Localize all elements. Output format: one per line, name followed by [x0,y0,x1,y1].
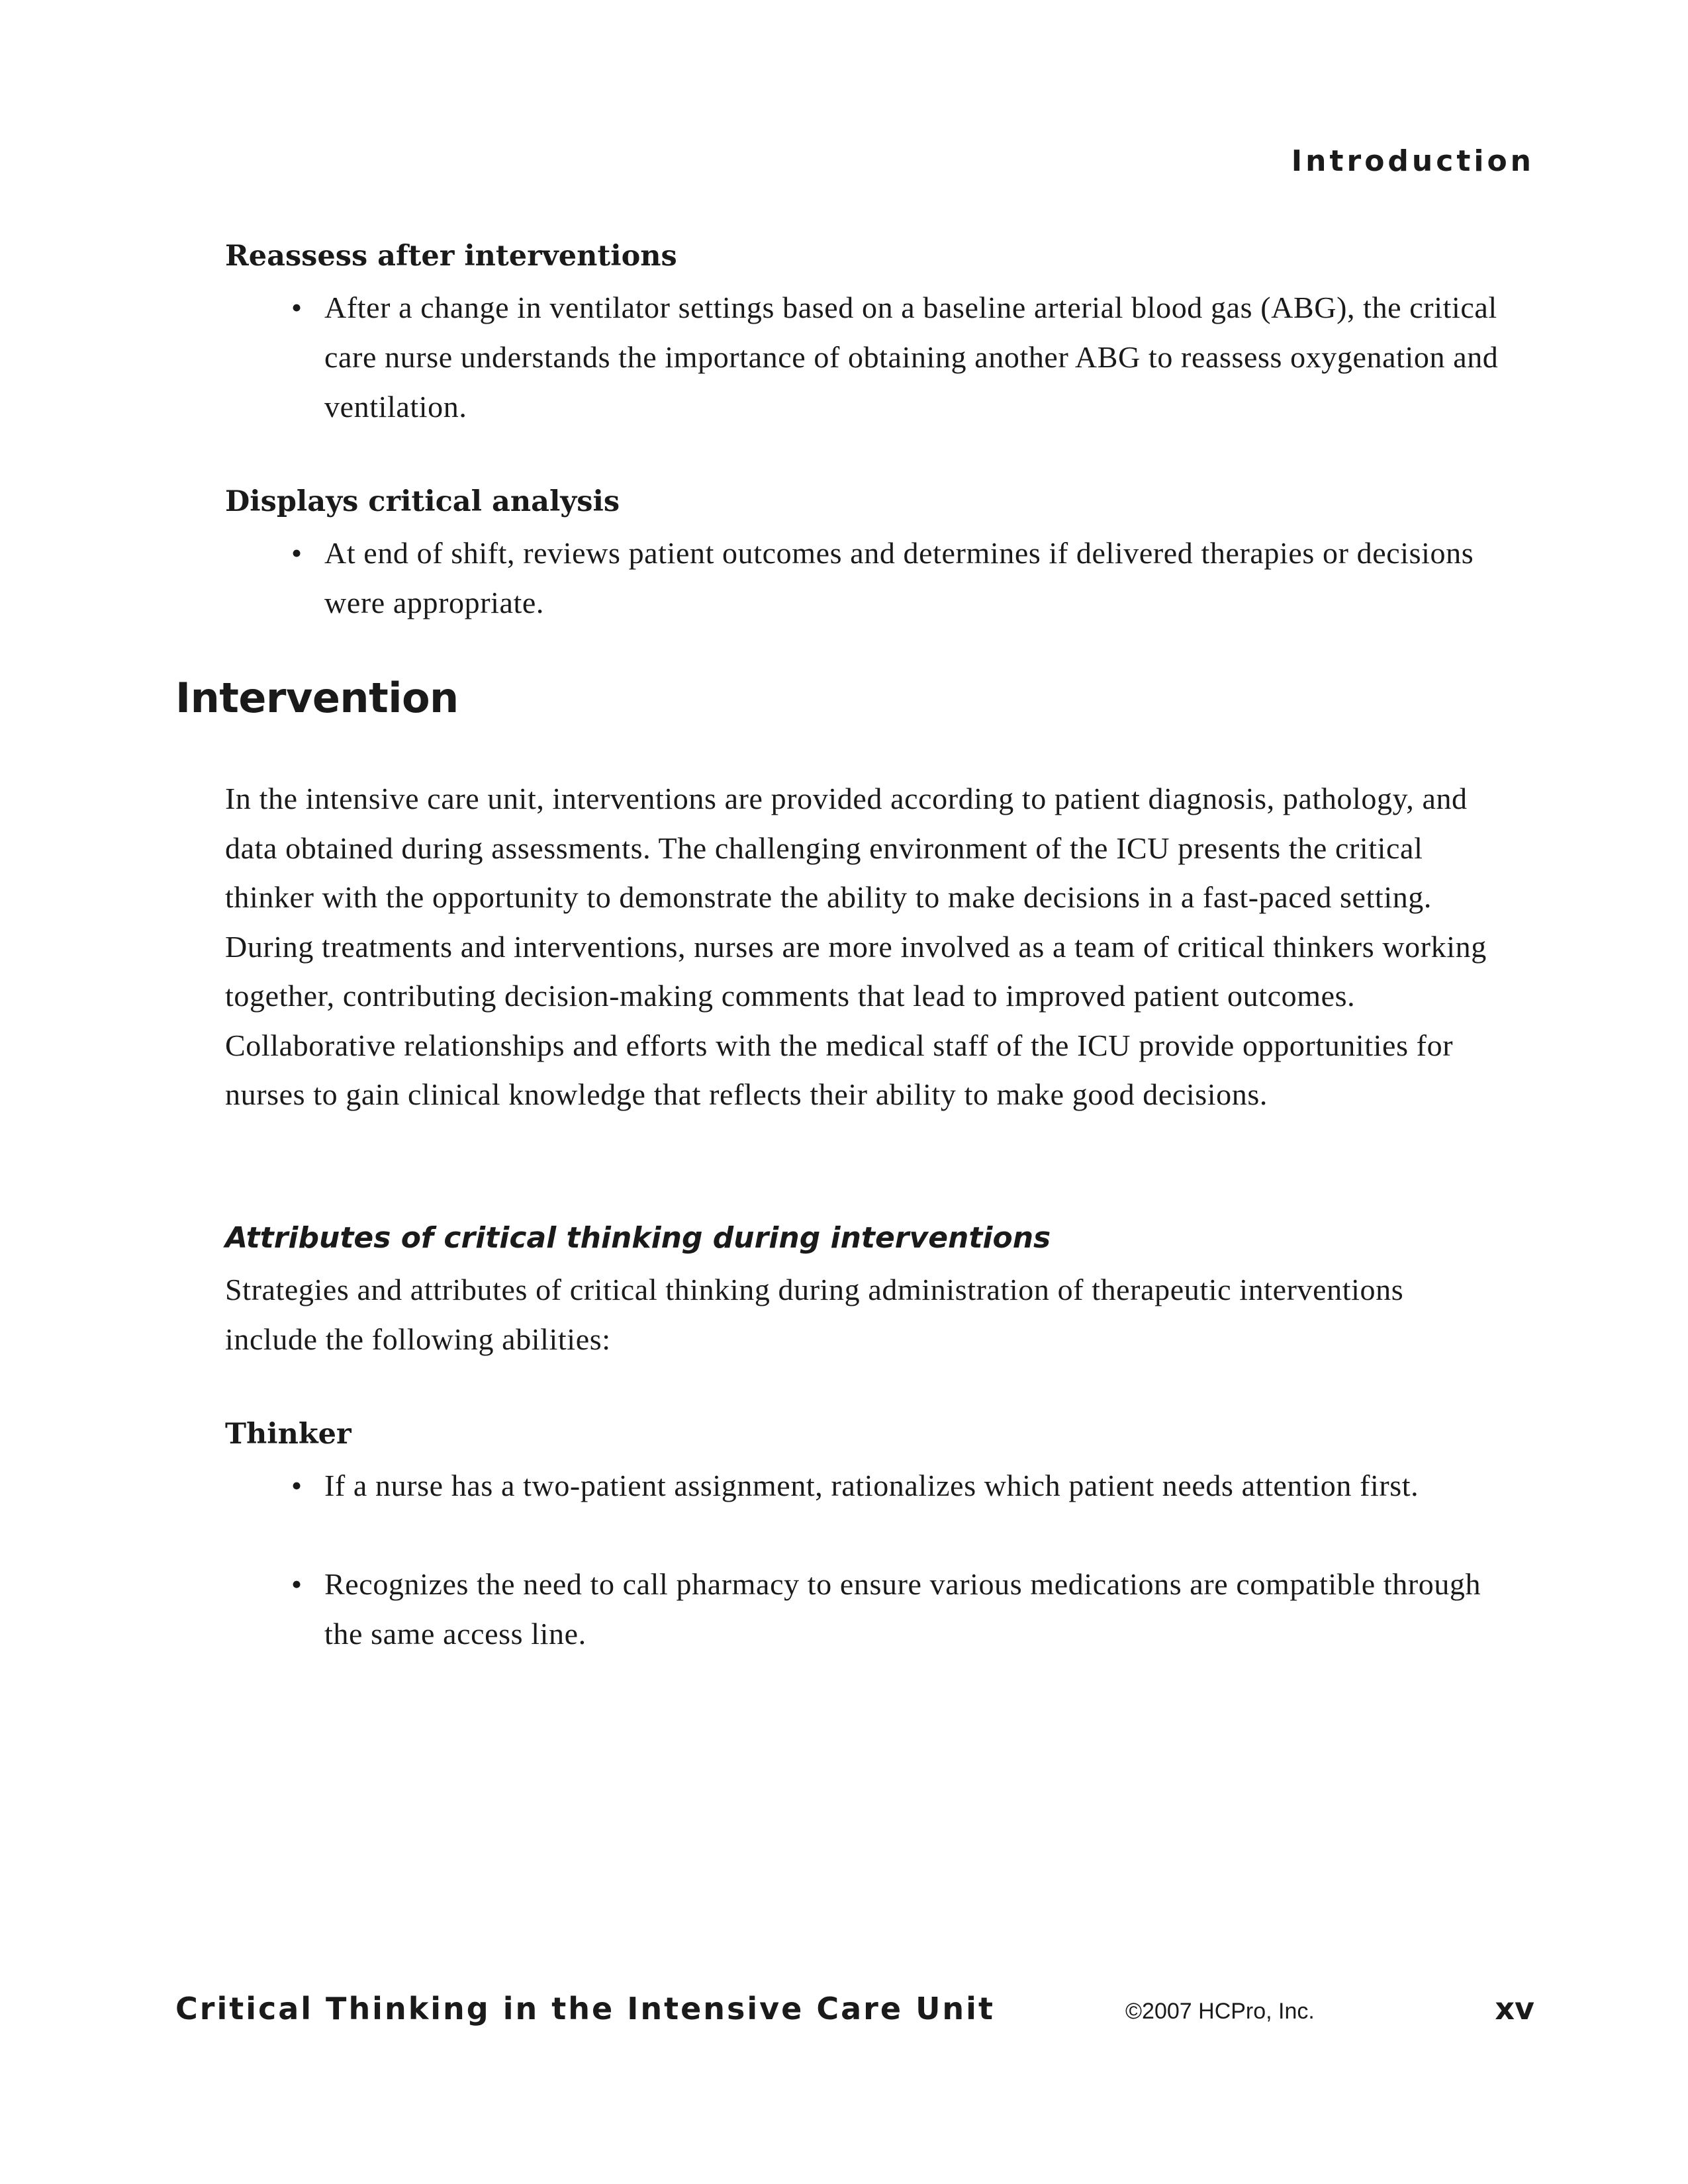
bullet-icon: • [291,1567,303,1601]
attributes-heading: Attributes of critical thinking during interventions [225,1221,1051,1255]
list-item [291,1461,1523,1510]
list-item [291,283,1523,432]
footer-copyright: ©2007 HCPro, Inc. [1125,1999,1315,2024]
bullet-icon: • [291,536,303,570]
page-number: xv [1495,1991,1534,2026]
reassess-heading: Reassess after interventions [225,240,677,273]
list-item-text: Recognizes the need to call pharmacy to ensure various medications are compatible through the same access line. [324,1567,1481,1651]
list-item [291,1559,1523,1659]
reassess-bullet-list [291,283,1523,432]
critical-analysis-bullet-list [291,528,1523,627]
list-item-text: If a nurse has a two-patient assignment, rationalizes which patient needs attention first. [324,1469,1419,1502]
section-title: Intervention [175,674,459,722]
intervention-paragraph: In the intensive care unit, interventions are provided according to patient diagnosis, pathology, and data obtained during assessments. The challenging environment of the ICU presents the critical thinker with the opportunity to demonstrate the ability to make decisions in a fast-paced setting. During treatments and interventions, nurses are more involved as a team of critical thinkers working together, contributing decision-making comments that lead to improved patient outcomes. Collaborative relationships and efforts with the medical staff of the ICU provide opportunities for nurses to gain clinical knowledge that reflects their ability to make good decisions. [225,782,1487,1111]
bullet-icon: • [291,291,303,324]
footer-book-title: Critical Thinking in the Intensive Care Unit [175,1991,995,2026]
bullet-icon: • [291,1469,303,1502]
critical-analysis-heading: Displays critical analysis [225,485,620,518]
running-head: Introduction [1291,144,1534,178]
list-item-text: At end of shift, reviews patient outcomes and determines if delivered therapies or decisions were appropriate. [324,536,1474,619]
list-item [291,528,1523,627]
thinker-bullet-list [291,1461,1523,1510]
thinker-heading: Thinker [225,1418,352,1451]
list-item-text: After a change in ventilator settings based on a baseline arterial blood gas (ABG), the critical care nurse understands the importance of obtaining another ABG to reassess oxygenation and ventilation. [324,291,1499,424]
thinker-bullet-list-2 [291,1559,1523,1659]
attributes-paragraph: Strategies and attributes of critical thinking during administration of therapeutic interventions include the following abilities: [225,1273,1404,1356]
